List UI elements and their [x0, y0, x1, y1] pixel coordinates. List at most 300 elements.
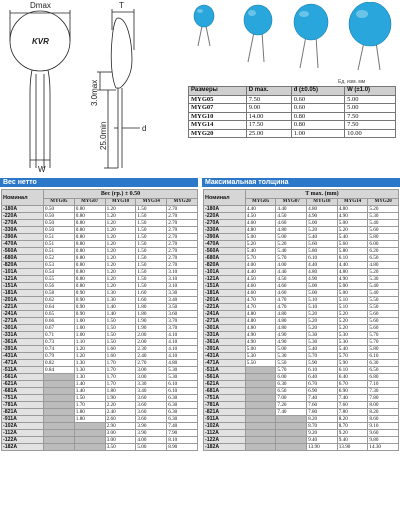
dims-cell: 10.00 [345, 129, 396, 138]
weight-nominal-cell: -621A [2, 381, 44, 388]
weight-value-cell [44, 437, 75, 444]
thickness-value-cell: 5.30 [368, 213, 399, 220]
varistor-large-icon [294, 4, 328, 40]
varistor-xlarge-icon [349, 2, 391, 46]
thickness-value-cell: 5.00 [245, 346, 276, 353]
weight-value-cell: 0.79 [44, 353, 75, 360]
thickness-nominal-cell: -180A [204, 206, 246, 213]
thickness-value-cell: 5.20 [337, 311, 368, 318]
thickness-row [204, 381, 399, 388]
weight-table [1, 189, 198, 451]
thickness-row [204, 213, 399, 220]
dims-cell: 1.00 [291, 129, 344, 138]
weight-value-cell: 0.50 [44, 206, 75, 213]
thickness-value-cell: 4.90 [245, 332, 276, 339]
weight-nominal-cell: -751A [2, 395, 44, 402]
thickness-nominal-cell: -560A [204, 248, 246, 255]
thickness-value-cell: 6.00 [368, 241, 399, 248]
weight-value-cell: 2.20 [105, 402, 136, 409]
weight-value-cell [44, 374, 75, 381]
thickness-value-cell: 5.40 [307, 346, 338, 353]
weight-value-cell: 1.70 [105, 367, 136, 374]
thickness-value-cell: 4.90 [276, 339, 307, 346]
thickness-row [204, 311, 399, 318]
thickness-value-cell: 7.80 [307, 409, 338, 416]
weight-value-cell: 0.90 [74, 290, 105, 297]
dims-row [189, 121, 396, 130]
weight-value-cell: 0.50 [44, 220, 75, 227]
thickness-value-cell: 5.30 [276, 353, 307, 360]
thickness-value-cell [245, 381, 276, 388]
thickness-value-cell: 5.90 [337, 360, 368, 367]
weight-value-cell: 0.51 [44, 241, 75, 248]
thickness-value-cell: 4.80 [276, 311, 307, 318]
weight-value-cell [44, 444, 75, 451]
thickness-value-cell [245, 409, 276, 416]
thickness-value-cell: 5.00 [337, 290, 368, 297]
thickness-row [204, 374, 399, 381]
weight-value-cell: 0.67 [44, 325, 75, 332]
weight-value-cell: 3.40 [136, 388, 167, 395]
thickness-value-cell: 5.40 [307, 234, 338, 241]
thickness-row [204, 346, 399, 353]
thickness-row [204, 241, 399, 248]
weight-nominal-cell: -471A [2, 360, 44, 367]
weight-value-cell: 1.80 [74, 409, 105, 416]
w-label: W [38, 165, 46, 174]
thickness-value-cell: 5.00 [307, 220, 338, 227]
weight-row [2, 304, 198, 311]
weight-row [2, 255, 198, 262]
weight-value-cell: 1.30 [105, 297, 136, 304]
weight-value-cell: 3.00 [136, 367, 167, 374]
thickness-value-cell: 6.10 [307, 367, 338, 374]
thickness-value-cell [276, 444, 307, 451]
weight-value-cell: 2.70 [167, 206, 198, 213]
weight-value-cell: 1.90 [136, 325, 167, 332]
weight-value-cell: 1.40 [74, 381, 105, 388]
weight-nominal-cell: -561A [2, 374, 44, 381]
weight-row [2, 220, 198, 227]
thickness-value-cell: 7.00 [276, 395, 307, 402]
weight-value-cell: 6.30 [167, 409, 198, 416]
thickness-value-cell: 5.50 [368, 304, 399, 311]
weight-value-cell: 6.30 [167, 402, 198, 409]
thickness-value-cell: 5.60 [337, 241, 368, 248]
weight-value-cell: 0.80 [74, 213, 105, 220]
weight-value-cell: 1.30 [74, 367, 105, 374]
thickness-value-cell: 7.20 [276, 402, 307, 409]
weight-value-cell [44, 395, 75, 402]
weight-nominal-cell: -681A [2, 388, 44, 395]
thickness-value-cell: 6.10 [307, 255, 338, 262]
thickness-row [204, 290, 399, 297]
weight-nominal-cell: -680A [2, 255, 44, 262]
thickness-value-cell: 9.80 [368, 437, 399, 444]
weight-value-cell: 1.30 [74, 360, 105, 367]
weight-value-cell: 3.40 [167, 297, 198, 304]
weight-column-header: MYG05 [44, 199, 75, 206]
weight-value-cell: 1.20 [105, 220, 136, 227]
weight-nominal-cell: -201A [2, 297, 44, 304]
weight-row [2, 437, 198, 444]
weight-value-cell: 1.90 [105, 395, 136, 402]
weight-value-cell: 0.71 [44, 332, 75, 339]
weight-nominal-cell: -470A [2, 241, 44, 248]
weight-value-cell: 1.50 [105, 325, 136, 332]
weight-span-header: Вес (гр.) ± 0.50 [44, 190, 198, 199]
thickness-value-cell: 9.40 [307, 437, 338, 444]
weight-value-cell: 3.60 [136, 416, 167, 423]
weight-value-cell: 0.53 [44, 262, 75, 269]
thickness-nominal-cell: -122A [204, 437, 246, 444]
thickness-nominal-cell: -511A [204, 367, 246, 374]
thickness-value-cell [245, 402, 276, 409]
weight-nominal-cell: -101A [2, 269, 44, 276]
thickness-value-cell: 4.90 [276, 332, 307, 339]
d-max-label: Dmax [30, 1, 51, 10]
varistor-small-icon [194, 5, 214, 27]
three-max-label: 3.0max [90, 79, 99, 106]
weight-value-cell: 1.20 [74, 346, 105, 353]
thickness-value-cell: 7.60 [307, 402, 338, 409]
thickness-value-cell: 5.30 [368, 276, 399, 283]
weight-value-cell [44, 402, 75, 409]
thickness-value-cell: 5.00 [276, 346, 307, 353]
dims-cell: 5.00 [345, 104, 396, 113]
weight-value-cell: 1.50 [136, 255, 167, 262]
thickness-value-cell: 4.80 [368, 262, 399, 269]
thickness-column-header: MYG20 [368, 199, 399, 206]
thickness-value-cell: 4.80 [276, 325, 307, 332]
d-label: d [142, 124, 147, 133]
weight-nominal-cell: -241A [2, 311, 44, 318]
thickness-nominal-header: Номинал [204, 190, 246, 206]
weight-value-cell: 0.51 [44, 234, 75, 241]
weight-value-cell [44, 381, 75, 388]
thickness-value-cell: 8.70 [307, 423, 338, 430]
weight-column-header: MYG14 [136, 199, 167, 206]
thickness-column-header: MYG14 [337, 199, 368, 206]
thickness-nominal-cell: -221A [204, 304, 246, 311]
thickness-value-cell: 4.40 [276, 206, 307, 213]
thickness-nominal-cell: -201A [204, 297, 246, 304]
weight-value-cell: 0.80 [74, 276, 105, 283]
weight-value-cell: 4.00 [136, 437, 167, 444]
t-label: T [119, 1, 124, 10]
thickness-value-cell: 4.50 [245, 213, 276, 220]
weight-value-cell: 1.50 [136, 283, 167, 290]
thickness-value-cell: 5.00 [337, 283, 368, 290]
thickness-value-cell [245, 374, 276, 381]
weight-nominal-cell: -112A [2, 430, 44, 437]
weight-nominal-cell: -391A [2, 346, 44, 353]
weight-value-cell: 0.74 [44, 346, 75, 353]
thickness-nominal-cell: -151A [204, 283, 246, 290]
thickness-value-cell: 6.70 [307, 381, 338, 388]
thickness-value-cell: 8.60 [368, 416, 399, 423]
weight-value-cell: 3.90 [136, 430, 167, 437]
weight-value-cell: 0.90 [74, 297, 105, 304]
weight-column-header: MYG10 [105, 199, 136, 206]
thickness-value-cell: 9.60 [368, 430, 399, 437]
weight-value-cell: 2.70 [167, 213, 198, 220]
thickness-section-title: Максимальная толщина [202, 178, 400, 187]
weight-value-cell: 1.20 [105, 276, 136, 283]
weight-value-cell: 1.50 [136, 213, 167, 220]
weight-value-cell: 3.50 [167, 304, 198, 311]
thickness-value-cell: 5.20 [276, 241, 307, 248]
thickness-value-cell: 4.50 [245, 276, 276, 283]
weight-value-cell: 1.50 [136, 220, 167, 227]
weight-value-cell: 0.56 [44, 283, 75, 290]
thickness-value-cell: 4.70 [245, 297, 276, 304]
thickness-value-cell: 6.20 [368, 248, 399, 255]
thickness-nominal-cell: -821A [204, 409, 246, 416]
weight-value-cell: 6.10 [167, 388, 198, 395]
weight-value-cell: 2.70 [167, 234, 198, 241]
weight-value-cell: 1.10 [74, 339, 105, 346]
weight-row [2, 297, 198, 304]
weight-row [2, 206, 198, 213]
thickness-value-cell: 5.70 [307, 353, 338, 360]
weight-section-title: Вес нетто [0, 178, 198, 187]
weight-value-cell: 1.80 [136, 304, 167, 311]
weight-value-cell: 0.80 [74, 255, 105, 262]
thickness-row [204, 402, 399, 409]
thickness-row [204, 423, 399, 430]
thickness-value-cell: 5.40 [368, 220, 399, 227]
weight-row [2, 346, 198, 353]
dimensions-table [188, 86, 396, 138]
thickness-nominal-cell: -911A [204, 416, 246, 423]
weight-nominal-cell: -781A [2, 402, 44, 409]
weight-value-cell: 2.70 [167, 248, 198, 255]
weight-value-cell: 6.30 [167, 416, 198, 423]
thickness-value-cell: 5.10 [307, 297, 338, 304]
weight-row [2, 269, 198, 276]
weight-value-cell: 0.52 [44, 255, 75, 262]
thickness-value-cell: 4.00 [276, 262, 307, 269]
thickness-value-cell: 6.40 [337, 374, 368, 381]
weight-value-cell: 1.50 [136, 234, 167, 241]
weight-value-cell: 0.82 [44, 360, 75, 367]
weight-value-cell: 0.90 [74, 304, 105, 311]
weight-value-cell: 0.80 [74, 241, 105, 248]
thickness-value-cell [276, 416, 307, 423]
weight-value-cell: 0.50 [44, 213, 75, 220]
weight-value-cell: 1.80 [105, 388, 136, 395]
thickness-row [204, 444, 399, 451]
dims-row [189, 112, 396, 121]
weight-value-cell: 3.60 [136, 402, 167, 409]
thickness-row [204, 325, 399, 332]
weight-value-cell: 1.70 [105, 374, 136, 381]
dimension-drawing [0, 0, 180, 176]
weight-value-cell: 4.10 [167, 339, 198, 346]
thickness-nominal-cell: -182A [204, 444, 246, 451]
thickness-nominal-cell: -361A [204, 339, 246, 346]
thickness-value-cell: 4.60 [276, 220, 307, 227]
weight-value-cell: 1.20 [105, 255, 136, 262]
weight-row [2, 311, 198, 318]
thickness-nominal-cell: -301A [204, 325, 246, 332]
thickness-row [204, 353, 399, 360]
thickness-row [204, 276, 399, 283]
weight-row [2, 381, 198, 388]
weight-nominal-cell: -270A [2, 220, 44, 227]
weight-row [2, 402, 198, 409]
thickness-value-cell: 4.50 [276, 276, 307, 283]
thickness-value-cell: 9.10 [368, 423, 399, 430]
weight-value-cell: 1.70 [105, 360, 136, 367]
weight-value-cell: 1.20 [105, 262, 136, 269]
weight-value-cell [44, 388, 75, 395]
weight-value-cell: 0.54 [44, 269, 75, 276]
thickness-nominal-cell: -331A [204, 332, 246, 339]
thickness-value-cell: 4.80 [276, 318, 307, 325]
weight-nominal-cell: -331A [2, 332, 44, 339]
weight-value-cell: 4.10 [167, 353, 198, 360]
thickness-value-cell: 5.00 [245, 234, 276, 241]
weight-value-cell: 2.00 [136, 332, 167, 339]
thickness-value-cell: 7.40 [276, 409, 307, 416]
weight-value-cell: 3.90 [136, 423, 167, 430]
thickness-value-cell: 4.80 [245, 318, 276, 325]
weight-nominal-cell: -102A [2, 423, 44, 430]
thickness-value-cell: 5.60 [368, 325, 399, 332]
weight-value-cell: 0.80 [74, 220, 105, 227]
thickness-value-cell: 7.30 [368, 388, 399, 395]
thickness-row [204, 409, 399, 416]
thickness-value-cell: 6.90 [337, 388, 368, 395]
thickness-value-cell: 5.70 [276, 255, 307, 262]
thickness-value-cell: 13.90 [307, 444, 338, 451]
weight-value-cell: 1.40 [105, 311, 136, 318]
weight-value-cell: 1.50 [105, 332, 136, 339]
thickness-value-cell: 6.00 [276, 374, 307, 381]
thickness-value-cell: 6.80 [368, 374, 399, 381]
thickness-row [204, 304, 399, 311]
weight-value-cell: 1.30 [74, 374, 105, 381]
thickness-value-cell: 5.20 [307, 325, 338, 332]
brand-label: KVR [32, 37, 49, 46]
thickness-nominal-cell: -820A [204, 262, 246, 269]
dims-header-cell: W (±1.0) [345, 87, 396, 96]
thickness-value-cell [245, 388, 276, 395]
weight-value-cell: 1.50 [136, 227, 167, 234]
weight-column-header: MYG07 [74, 199, 105, 206]
thickness-value-cell: 5.70 [337, 353, 368, 360]
weight-column-header: MYG20 [167, 199, 198, 206]
weight-value-cell: 0.50 [44, 227, 75, 234]
thickness-value-cell: 4.40 [245, 206, 276, 213]
dims-cell: 9.00 [246, 104, 291, 113]
weight-value-cell: 0.55 [44, 276, 75, 283]
weight-row [2, 213, 198, 220]
thickness-value-cell: 5.00 [276, 234, 307, 241]
thickness-value-cell: 6.10 [337, 255, 368, 262]
weight-value-cell: 0.66 [44, 318, 75, 325]
weight-nominal-cell: -121A [2, 276, 44, 283]
weight-row [2, 353, 198, 360]
thickness-value-cell: 4.80 [307, 269, 338, 276]
weight-value-cell: 1.60 [136, 290, 167, 297]
weight-value-cell: 1.80 [74, 416, 105, 423]
weight-value-cell: 2.70 [136, 360, 167, 367]
thickness-row [204, 248, 399, 255]
dims-row [189, 129, 396, 138]
weight-value-cell: 1.40 [105, 304, 136, 311]
weight-value-cell: 3.10 [167, 276, 198, 283]
thickness-value-cell: 5.80 [337, 248, 368, 255]
weight-value-cell: 4.80 [167, 360, 198, 367]
weight-nominal-cell: -361A [2, 339, 44, 346]
thickness-row [204, 339, 399, 346]
thickness-nominal-cell: -271A [204, 318, 246, 325]
dims-cell: 7.50 [345, 121, 396, 130]
weight-value-cell: 2.00 [136, 339, 167, 346]
weight-value-cell: 1.20 [105, 283, 136, 290]
thickness-nominal-cell: -181A [204, 290, 246, 297]
weight-value-cell: 2.70 [167, 241, 198, 248]
thickness-value-cell: 9.20 [337, 430, 368, 437]
weight-value-cell: 3.30 [136, 381, 167, 388]
thickness-value-cell: 4.90 [307, 276, 338, 283]
thickness-value-cell: 5.80 [307, 248, 338, 255]
thickness-value-cell: 4.90 [307, 213, 338, 220]
thickness-value-cell: 8.20 [307, 416, 338, 423]
spec-header-section [0, 0, 400, 176]
thickness-value-cell: 5.50 [276, 360, 307, 367]
weight-value-cell: 5.30 [167, 367, 198, 374]
weight-nominal-cell: -180A [2, 206, 44, 213]
weight-value-cell: 3.50 [105, 444, 136, 451]
weight-value-cell: 0.58 [44, 290, 75, 297]
dims-cell: MYG05 [189, 95, 247, 104]
weight-value-cell: 5.00 [136, 444, 167, 451]
thickness-value-cell: 4.90 [337, 276, 368, 283]
dims-cell: 5.00 [345, 95, 396, 104]
weight-value-cell: 1.50 [105, 339, 136, 346]
weight-row [2, 360, 198, 367]
thickness-value-cell: 4.80 [245, 227, 276, 234]
weight-nominal-cell: -431A [2, 353, 44, 360]
thickness-row [204, 206, 399, 213]
thickness-value-cell: 5.30 [307, 339, 338, 346]
thickness-nominal-cell: -390A [204, 234, 246, 241]
weight-value-cell: 2.90 [105, 423, 136, 430]
thickness-value-cell: 8.00 [368, 402, 399, 409]
thickness-value-cell: 5.20 [368, 269, 399, 276]
thickness-value-cell: 5.10 [337, 304, 368, 311]
weight-value-cell: 0.80 [74, 248, 105, 255]
thickness-value-cell: 5.70 [368, 332, 399, 339]
weight-value-cell: 1.00 [74, 318, 105, 325]
weight-nominal-header: Номинал [2, 190, 44, 206]
weight-row [2, 409, 198, 416]
thickness-value-cell: 14.30 [368, 444, 399, 451]
weight-value-cell: 0.51 [44, 248, 75, 255]
weight-value-cell: 0.84 [44, 367, 75, 374]
varistor-medium-icon [244, 5, 272, 35]
weight-value-cell: 0.80 [74, 234, 105, 241]
weight-value-cell: 4.10 [167, 332, 198, 339]
weight-value-cell: 8.10 [167, 437, 198, 444]
weight-value-cell: 1.20 [105, 248, 136, 255]
thickness-row [204, 332, 399, 339]
thickness-nominal-cell: -681A [204, 388, 246, 395]
